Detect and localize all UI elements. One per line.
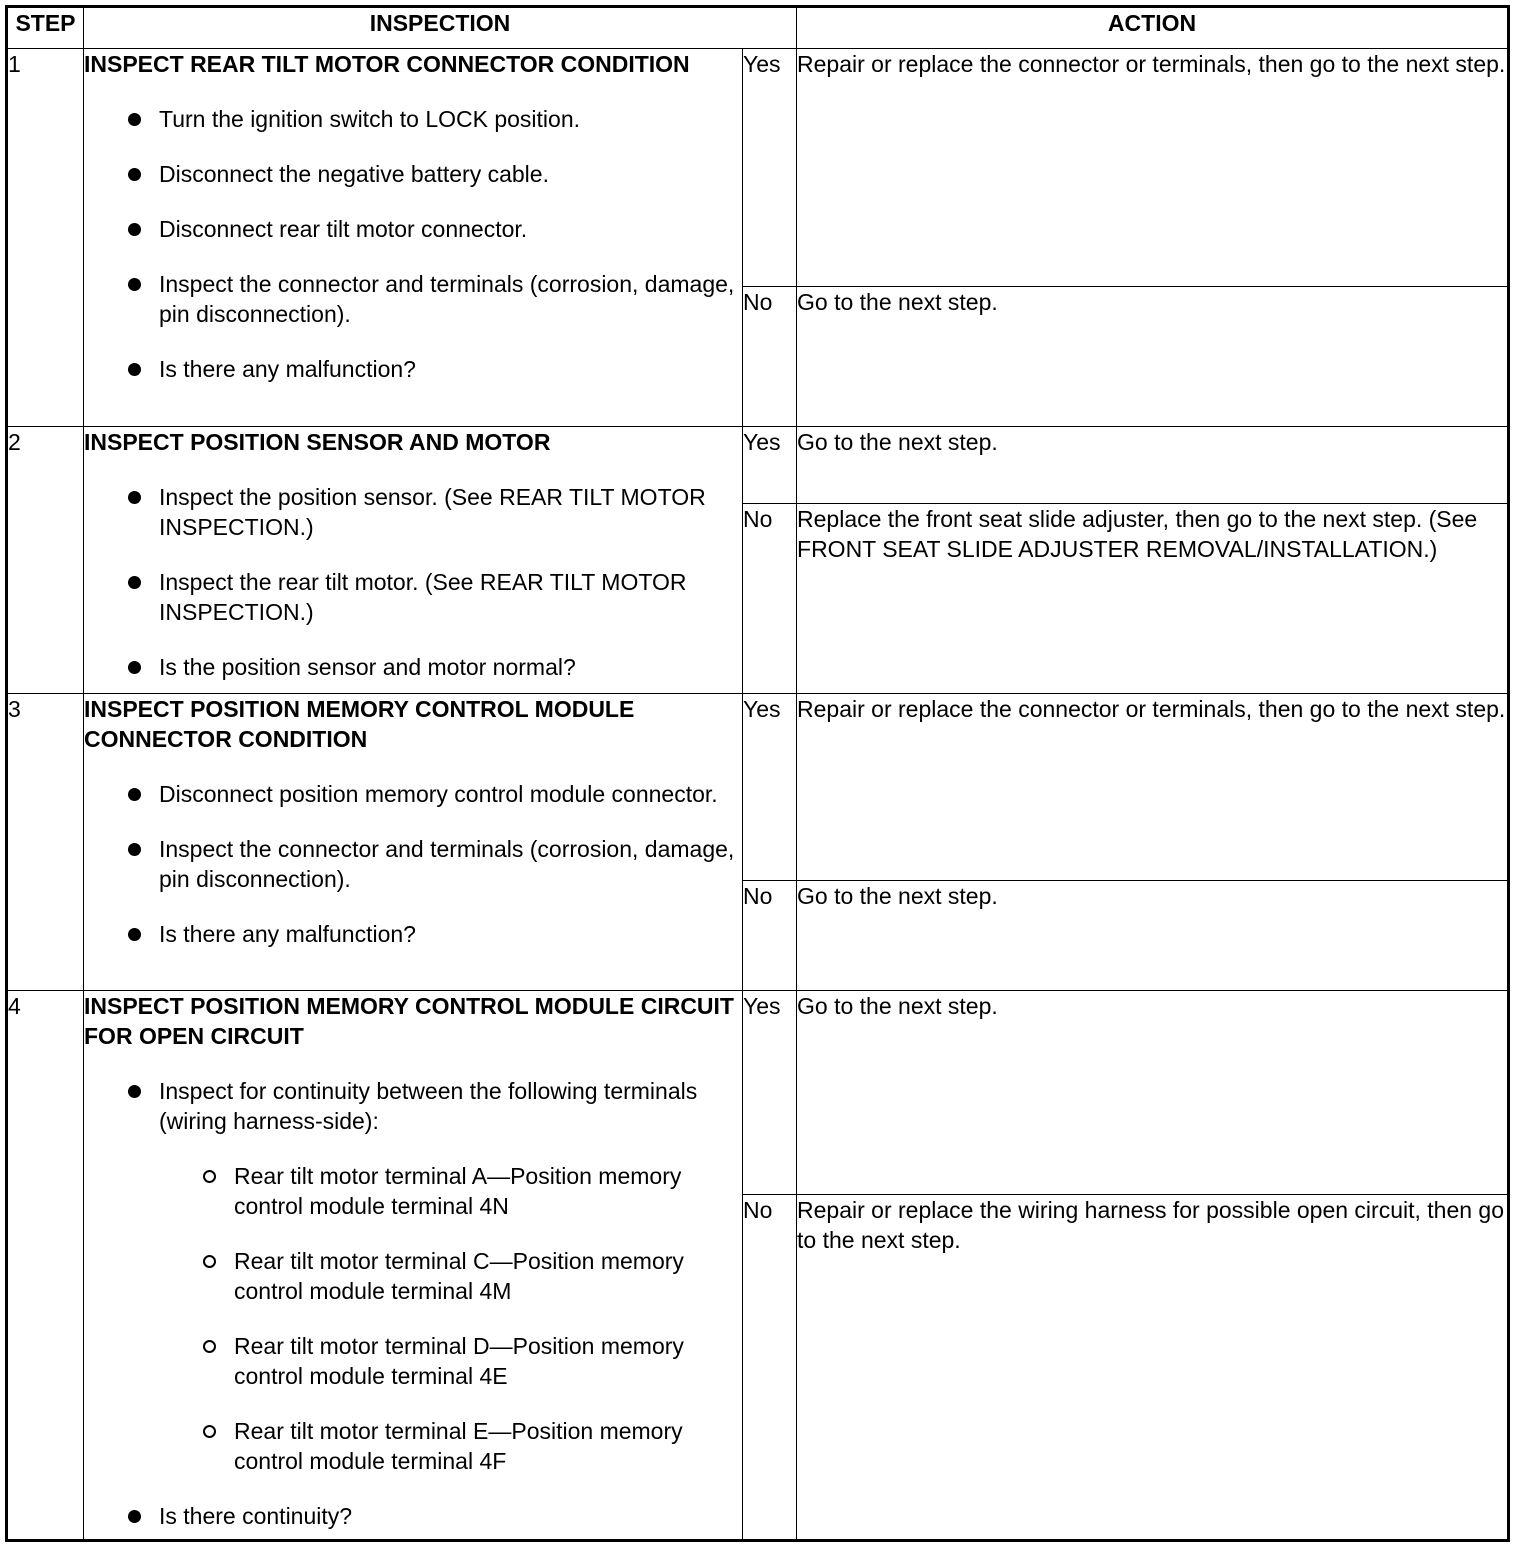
step-4-yes-row — [7, 991, 1509, 1195]
yes-label: Yes — [743, 991, 797, 1195]
header-step: STEP — [7, 7, 84, 49]
sub-list-item: Rear tilt motor terminal D—Position memory control module terminal 4E — [159, 1331, 742, 1391]
step-number: 3 — [7, 694, 84, 991]
yes-action: Repair or replace the connector or terminals, then go to the next step. — [797, 694, 1509, 881]
list-item: Disconnect position memory control module connector. — [84, 779, 742, 809]
yes-label: Yes — [743, 694, 797, 881]
list-item: Disconnect rear tilt motor connector. — [84, 214, 742, 244]
bullet-text: Inspect for continuity between the following terminals (wiring harness-side): — [159, 1078, 698, 1134]
step-2-yes-row — [7, 427, 1509, 504]
header-inspection: INSPECTION — [84, 7, 797, 49]
step-3-yes-row — [7, 694, 1509, 881]
yes-action: Go to the next step. — [797, 991, 1509, 1195]
step-number: 1 — [7, 49, 84, 427]
step-2-inspection — [84, 427, 743, 694]
no-action: Go to the next step. — [797, 287, 1509, 427]
list-item: Inspect the connector and terminals (corrosion, damage, pin disconnection). — [84, 834, 742, 894]
no-label: No — [743, 287, 797, 427]
yes-action: Go to the next step. — [797, 427, 1509, 504]
header-row — [7, 7, 1509, 49]
no-label: No — [743, 881, 797, 991]
bullet-list — [84, 1076, 742, 1531]
step-number: 4 — [7, 991, 84, 1541]
header-action: ACTION — [797, 7, 1509, 49]
step-number: 2 — [7, 427, 84, 694]
diagnostic-procedure-sheet — [5, 5, 1507, 1543]
bullet-list — [84, 482, 742, 682]
no-action: Replace the front seat slide adjuster, then go to the next step. (See FRONT SEAT SLIDE ADJUSTER REMOVAL/INSTALLATION.) — [797, 504, 1509, 694]
list-item: Inspect the connector and terminals (corrosion, damage, pin disconnection). — [84, 269, 742, 329]
yes-label: Yes — [743, 49, 797, 287]
list-item: Inspect the position sensor. (See REAR TILT MOTOR INSPECTION.) — [84, 482, 742, 542]
no-action: Repair or replace the wiring harness for possible open circuit, then go to the next step. — [797, 1195, 1509, 1541]
no-label: No — [743, 1195, 797, 1541]
yes-label: Yes — [743, 427, 797, 504]
step-1-yes-row — [7, 49, 1509, 287]
list-item: Is there continuity? — [84, 1501, 742, 1531]
sub-bullet-list — [159, 1161, 742, 1476]
list-item — [84, 1076, 742, 1476]
list-item: Is there any malfunction? — [84, 919, 742, 949]
bullet-list — [84, 779, 742, 949]
step-title: INSPECT POSITION MEMORY CONTROL MODULE CONNECTOR CONDITION — [84, 696, 635, 752]
step-title: INSPECT POSITION SENSOR AND MOTOR — [84, 429, 551, 455]
list-item: Is there any malfunction? — [84, 354, 742, 384]
no-label: No — [743, 504, 797, 694]
no-action: Go to the next step. — [797, 881, 1509, 991]
sub-list-item: Rear tilt motor terminal E—Position memory control module terminal 4F — [159, 1416, 742, 1476]
diagnostic-table — [5, 5, 1510, 1542]
bullet-list — [84, 104, 742, 384]
sub-list-item: Rear tilt motor terminal C—Position memory control module terminal 4M — [159, 1246, 742, 1306]
step-3-inspection — [84, 694, 743, 991]
list-item: Inspect the rear tilt motor. (See REAR TILT MOTOR INSPECTION.) — [84, 567, 742, 627]
step-4-inspection — [84, 991, 743, 1541]
list-item: Turn the ignition switch to LOCK position. — [84, 104, 742, 134]
list-item: Disconnect the negative battery cable. — [84, 159, 742, 189]
step-title: INSPECT REAR TILT MOTOR CONNECTOR CONDITION — [84, 51, 690, 77]
yes-action: Repair or replace the connector or terminals, then go to the next step. — [797, 49, 1509, 287]
sub-list-item: Rear tilt motor terminal A—Position memory control module terminal 4N — [159, 1161, 742, 1221]
step-title: INSPECT POSITION MEMORY CONTROL MODULE CIRCUIT FOR OPEN CIRCUIT — [84, 993, 734, 1049]
step-1-inspection — [84, 49, 743, 427]
list-item: Is the position sensor and motor normal? — [84, 652, 742, 682]
